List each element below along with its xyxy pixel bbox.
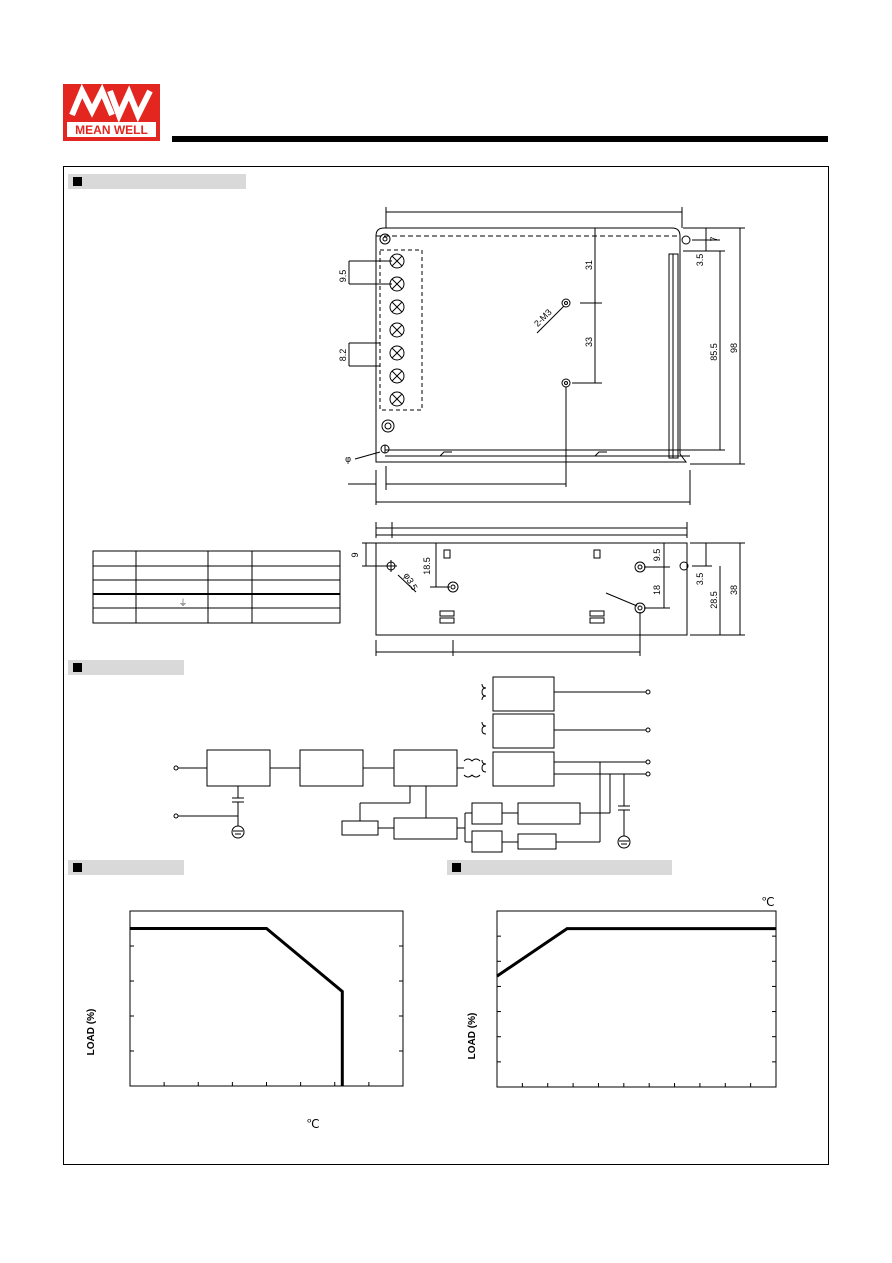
derating-plot-frame	[130, 911, 403, 1086]
dim-9-5-side: 9.5	[652, 548, 662, 562]
static-ylabel: LOAD (%)	[467, 1012, 478, 1060]
dim-18: 18	[652, 584, 662, 596]
static-plot-frame	[497, 911, 776, 1087]
dim-2-m3: 2-M3	[532, 307, 554, 329]
derating-ticks	[130, 946, 403, 1086]
dim-7: 7	[709, 236, 719, 242]
dim-8-2: 8.2	[338, 348, 348, 362]
derating-unit-label: ℃	[306, 1117, 320, 1131]
dim-9: 9	[350, 552, 360, 558]
static-series-line	[497, 929, 776, 977]
static-unit-label: ℃	[761, 895, 775, 909]
dim-85-5: 85.5	[709, 343, 719, 361]
phi-marker: φ	[345, 454, 351, 464]
static-ticks	[497, 936, 776, 1087]
derating-curve-chart	[86, 911, 403, 1131]
static-characteristics-chart	[467, 895, 776, 1087]
dim-phi-3-5: φ3.5	[401, 571, 420, 592]
dim-18-5: 18.5	[422, 557, 432, 575]
dim-98: 98	[729, 342, 739, 354]
pin-table-ground-symbol: ⏚	[178, 598, 188, 608]
dim-33: 33	[584, 336, 594, 348]
dim-31: 31	[584, 259, 594, 271]
dim-28-5: 28.5	[709, 591, 719, 609]
dim-38: 38	[729, 584, 739, 596]
logo-wordmark: MEAN WELL	[75, 123, 148, 137]
dim-3-5-side: 3.5	[695, 572, 705, 586]
dim-9-5: 9.5	[338, 269, 348, 283]
dim-3-5-top: 3.5	[695, 253, 705, 267]
derating-ylabel: LOAD (%)	[86, 1008, 97, 1056]
derating-series-line	[130, 929, 342, 1087]
